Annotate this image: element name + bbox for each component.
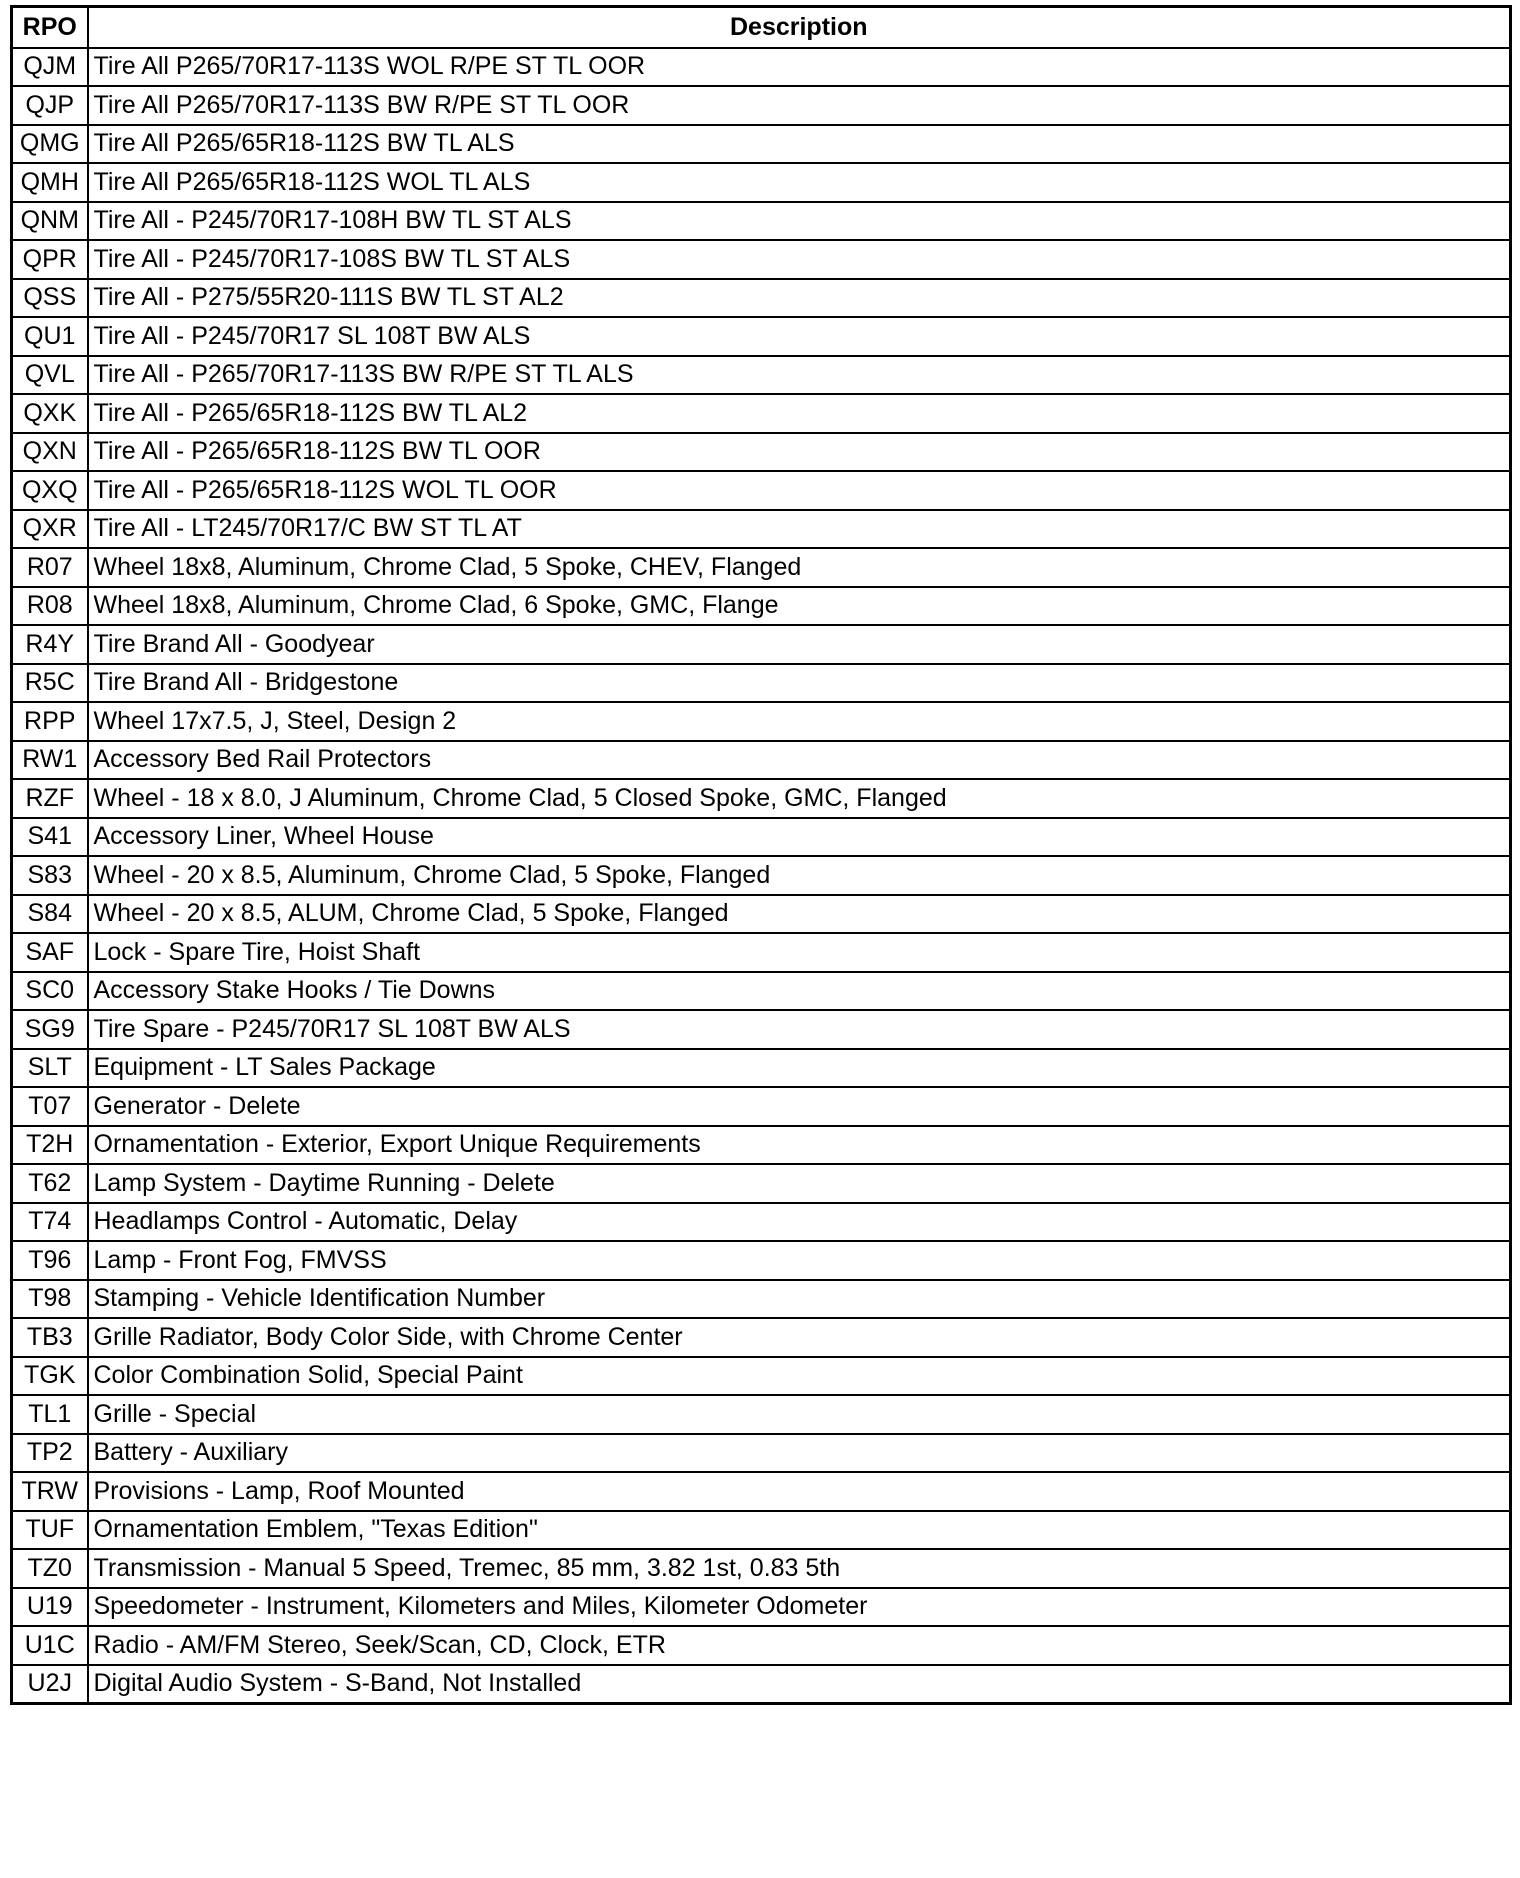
table-row [12, 548, 1511, 587]
rpo-description: Tire All P265/70R17-113S BW R/PE ST TL OOR [88, 86, 1511, 125]
rpo-description: Accessory Liner, Wheel House [88, 818, 1511, 857]
table-row [12, 1280, 1511, 1319]
rpo-code: R4Y [12, 625, 88, 664]
header-row [12, 7, 1511, 48]
rpo-description: Tire Brand All - Goodyear [88, 625, 1511, 664]
table-row [12, 1434, 1511, 1473]
rpo-description: Tire All - P275/55R20-111S BW TL ST AL2 [88, 279, 1511, 318]
table-row [12, 856, 1511, 895]
rpo-code: R07 [12, 548, 88, 587]
table-row [12, 394, 1511, 433]
rpo-code: T98 [12, 1280, 88, 1319]
rpo-description: Ornamentation - Exterior, Export Unique Requirements [88, 1126, 1511, 1165]
rpo-description: Wheel - 20 x 8.5, Aluminum, Chrome Clad, 5 Spoke, Flanged [88, 856, 1511, 895]
rpo-code: T07 [12, 1087, 88, 1126]
rpo-description: Accessory Stake Hooks / Tie Downs [88, 972, 1511, 1011]
rpo-description: Provisions - Lamp, Roof Mounted [88, 1472, 1511, 1511]
rpo-code: TGK [12, 1357, 88, 1396]
table-row [12, 664, 1511, 703]
rpo-code: TB3 [12, 1318, 88, 1357]
rpo-code: RPP [12, 702, 88, 741]
rpo-code: TRW [12, 1472, 88, 1511]
rpo-code: TP2 [12, 1434, 88, 1473]
rpo-table [10, 5, 1512, 1705]
rpo-code: T62 [12, 1164, 88, 1203]
rpo-code: SLT [12, 1049, 88, 1088]
rpo-code: T96 [12, 1241, 88, 1280]
table-row [12, 240, 1511, 279]
rpo-code: U1C [12, 1626, 88, 1665]
table-row [12, 1241, 1511, 1280]
rpo-description: Tire All - P245/70R17-108S BW TL ST ALS [88, 240, 1511, 279]
rpo-code: RZF [12, 779, 88, 818]
rpo-description: Battery - Auxiliary [88, 1434, 1511, 1473]
rpo-code: QSS [12, 279, 88, 318]
rpo-description: Grille - Special [88, 1395, 1511, 1434]
table-row [12, 933, 1511, 972]
table-row [12, 1511, 1511, 1550]
table-row [12, 1549, 1511, 1588]
rpo-code: QJM [12, 48, 88, 87]
rpo-description: Tire All - P265/70R17-113S BW R/PE ST TL ALS [88, 356, 1511, 395]
rpo-description: Tire All P265/70R17-113S WOL R/PE ST TL OOR [88, 48, 1511, 87]
table-row [12, 471, 1511, 510]
table-row [12, 1049, 1511, 1088]
rpo-description: Tire All - P265/65R18-112S WOL TL OOR [88, 471, 1511, 510]
table-row [12, 1087, 1511, 1126]
rpo-description: Wheel - 18 x 8.0, J Aluminum, Chrome Clad, 5 Closed Spoke, GMC, Flanged [88, 779, 1511, 818]
table-row [12, 587, 1511, 626]
rpo-description: Ornamentation Emblem, "Texas Edition" [88, 1511, 1511, 1550]
rpo-code: QXN [12, 433, 88, 472]
table-row [12, 125, 1511, 164]
rpo-code: U19 [12, 1588, 88, 1627]
table-row [12, 1203, 1511, 1242]
rpo-code: S83 [12, 856, 88, 895]
table-row [12, 1164, 1511, 1203]
rpo-code: S41 [12, 818, 88, 857]
rpo-description: Wheel 18x8, Aluminum, Chrome Clad, 5 Spoke, CHEV, Flanged [88, 548, 1511, 587]
rpo-description: Tire All - P265/65R18-112S BW TL OOR [88, 433, 1511, 472]
rpo-code: QNM [12, 202, 88, 241]
rpo-description: Tire All P265/65R18-112S BW TL ALS [88, 125, 1511, 164]
rpo-code: T2H [12, 1126, 88, 1165]
rpo-description: Tire Brand All - Bridgestone [88, 664, 1511, 703]
table-row [12, 1126, 1511, 1165]
rpo-code: TUF [12, 1511, 88, 1550]
rpo-description: Tire All P265/65R18-112S WOL TL ALS [88, 163, 1511, 202]
rpo-code: QVL [12, 356, 88, 395]
table-row [12, 1626, 1511, 1665]
table-row [12, 1395, 1511, 1434]
rpo-code: R5C [12, 664, 88, 703]
table-row [12, 202, 1511, 241]
rpo-description: Generator - Delete [88, 1087, 1511, 1126]
rpo-description: Lock - Spare Tire, Hoist Shaft [88, 933, 1511, 972]
table-row [12, 895, 1511, 934]
table-row [12, 972, 1511, 1011]
rpo-code: QMG [12, 125, 88, 164]
table-row [12, 741, 1511, 780]
rpo-description: Wheel 17x7.5, J, Steel, Design 2 [88, 702, 1511, 741]
rpo-code: RW1 [12, 741, 88, 780]
rpo-description: Color Combination Solid, Special Paint [88, 1357, 1511, 1396]
rpo-code: QJP [12, 86, 88, 125]
rpo-code: SC0 [12, 972, 88, 1011]
rpo-code: U2J [12, 1665, 88, 1704]
table-row [12, 317, 1511, 356]
table-row [12, 163, 1511, 202]
table-row [12, 433, 1511, 472]
rpo-description: Grille Radiator, Body Color Side, with Chrome Center [88, 1318, 1511, 1357]
rpo-description: Wheel 18x8, Aluminum, Chrome Clad, 6 Spoke, GMC, Flange [88, 587, 1511, 626]
rpo-code: QU1 [12, 317, 88, 356]
rpo-code: TL1 [12, 1395, 88, 1434]
rpo-code: QXQ [12, 471, 88, 510]
rpo-description: Tire All - P245/70R17 SL 108T BW ALS [88, 317, 1511, 356]
table-row [12, 779, 1511, 818]
rpo-description: Tire All - P245/70R17-108H BW TL ST ALS [88, 202, 1511, 241]
table-row [12, 1472, 1511, 1511]
table-row [12, 510, 1511, 549]
table-row [12, 86, 1511, 125]
rpo-description: Tire All - P265/65R18-112S BW TL AL2 [88, 394, 1511, 433]
table-row [12, 48, 1511, 87]
rpo-description: Accessory Bed Rail Protectors [88, 741, 1511, 780]
table-body [12, 48, 1511, 1704]
rpo-header: RPO [12, 7, 88, 48]
rpo-description: Headlamps Control - Automatic, Delay [88, 1203, 1511, 1242]
rpo-description: Tire All - LT245/70R17/C BW ST TL AT [88, 510, 1511, 549]
rpo-code: TZ0 [12, 1549, 88, 1588]
rpo-code: QPR [12, 240, 88, 279]
table-row [12, 1588, 1511, 1627]
table-row [12, 356, 1511, 395]
table-row [12, 625, 1511, 664]
rpo-description: Tire Spare - P245/70R17 SL 108T BW ALS [88, 1010, 1511, 1049]
table-row [12, 702, 1511, 741]
rpo-code: SG9 [12, 1010, 88, 1049]
rpo-code: S84 [12, 895, 88, 934]
rpo-description: Transmission - Manual 5 Speed, Tremec, 85 mm, 3.82 1st, 0.83 5th [88, 1549, 1511, 1588]
rpo-description: Stamping - Vehicle Identification Number [88, 1280, 1511, 1319]
rpo-code: SAF [12, 933, 88, 972]
rpo-code: QXR [12, 510, 88, 549]
rpo-code: R08 [12, 587, 88, 626]
description-header: Description [88, 7, 1511, 48]
rpo-description: Digital Audio System - S-Band, Not Installed [88, 1665, 1511, 1704]
rpo-description: Radio - AM/FM Stereo, Seek/Scan, CD, Clock, ETR [88, 1626, 1511, 1665]
rpo-description: Wheel - 20 x 8.5, ALUM, Chrome Clad, 5 Spoke, Flanged [88, 895, 1511, 934]
rpo-description: Speedometer - Instrument, Kilometers and Miles, Kilometer Odometer [88, 1588, 1511, 1627]
rpo-description: Lamp System - Daytime Running - Delete [88, 1164, 1511, 1203]
rpo-code: T74 [12, 1203, 88, 1242]
table-row [12, 1357, 1511, 1396]
rpo-description: Lamp - Front Fog, FMVSS [88, 1241, 1511, 1280]
table-row [12, 818, 1511, 857]
table-row [12, 1318, 1511, 1357]
rpo-code: QXK [12, 394, 88, 433]
table-row [12, 1665, 1511, 1704]
rpo-code: QMH [12, 163, 88, 202]
table-row [12, 1010, 1511, 1049]
table-row [12, 279, 1511, 318]
rpo-description: Equipment - LT Sales Package [88, 1049, 1511, 1088]
